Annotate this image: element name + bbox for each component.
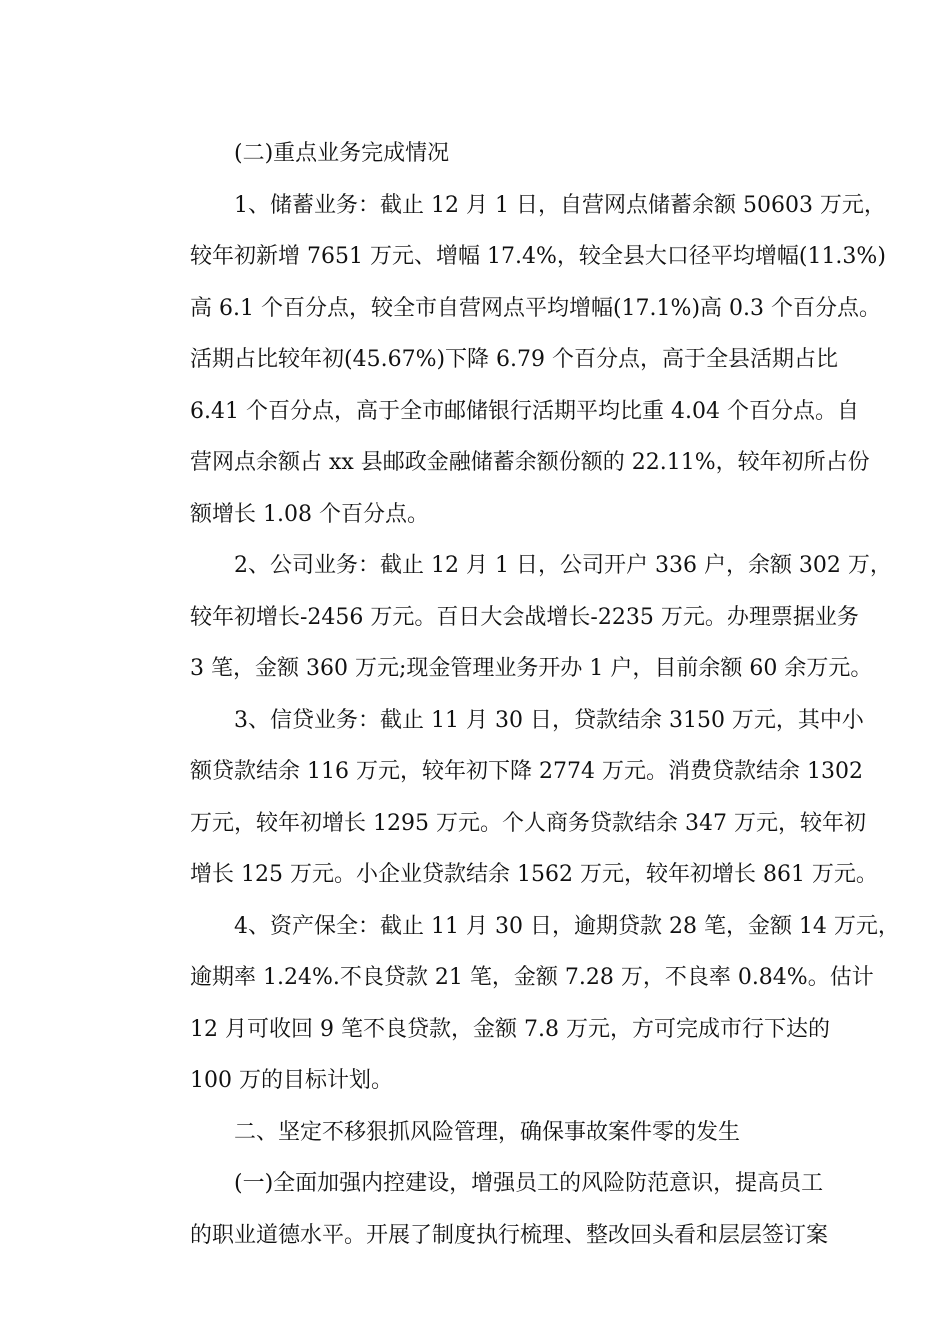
text-line: 4、资产保全：截止 11 月 30 日，逾期贷款 28 笔，金额 14 万元，	[234, 913, 900, 939]
text-line: 100 万的目标计划。	[190, 1068, 393, 1093]
text-line: 高 6.1 个百分点，较全市自营网点平均增幅(17.1%)高 0.3 个百分点。	[190, 295, 882, 321]
text-line: 营网点余额占 xx 县邮政金融储蓄余额份额的 22.11%，较年初所占份	[190, 450, 870, 475]
text-line: 万元，较年初增长 1295 万元。个人商务贷款结余 347 万元，较年初	[190, 810, 866, 836]
text-line: 12 月可收回 9 笔不良贷款，金额 7.8 万元，方可完成市行下达的	[190, 1016, 830, 1042]
paragraph-corporate-business	[146, 540, 892, 695]
paragraph-savings-business	[146, 180, 886, 541]
paragraph-internal-control	[146, 1158, 829, 1261]
text-line: 较年初增长-2456 万元。百日大会战增长-2235 万元。办理票据业务	[190, 604, 859, 630]
text-line: (一)全面加强内控建设，增强员工的风险防范意识，提高员工	[234, 1171, 824, 1196]
paragraph-asset-preservation	[146, 901, 900, 1107]
text-line: 二、坚定不移狠抓风险管理，确保事故案件零的发生	[234, 1119, 741, 1145]
text-line: 较年初新增 7651 万元、增幅 17.4%，较全县大口径平均增幅(11.3%)	[190, 244, 886, 269]
heading-key-business	[146, 128, 826, 180]
text-line: 3 笔，金额 360 万元;现金管理业务开办 1 户，目前余额 60 余万元。	[190, 656, 873, 681]
text-line: 1、储蓄业务：截止 12 月 1 日，自营网点储蓄余额 50603 万元，	[234, 192, 886, 218]
paragraph-credit-business	[146, 695, 878, 901]
text-line: 额增长 1.08 个百分点。	[190, 501, 429, 527]
text-line: (二)重点业务完成情况	[234, 141, 450, 166]
text-line: 额贷款结余 116 万元，较年初下降 2774 万元。消费贷款结余 1302	[190, 759, 863, 784]
text-line: 逾期率 1.24%.不良贷款 21 笔，金额 7.28 万，不良率 0.84%。估计	[190, 965, 874, 990]
heading-risk-management	[146, 1107, 826, 1159]
text-line: 6.41 个百分点，高于全市邮储银行活期平均比重 4.04 个百分点。自	[190, 398, 859, 424]
text-line: 3、信贷业务：截止 11 月 30 日，贷款结余 3150 万元，其中小	[234, 707, 864, 733]
text-line: 活期占比较年初(45.67%)下降 6.79 个百分点，高于全县活期占比	[190, 347, 839, 372]
text-line: 增长 125 万元。小企业贷款结余 1562 万元，较年初增长 861 万元。	[190, 862, 878, 887]
text-line: 2、公司业务：截止 12 月 1 日，公司开户 336 户，余额 302 万，	[234, 553, 892, 578]
document-body	[146, 128, 900, 1261]
text-line: 的职业道德水平。开展了制度执行梳理、整改回头看和层层签订案	[190, 1222, 829, 1248]
